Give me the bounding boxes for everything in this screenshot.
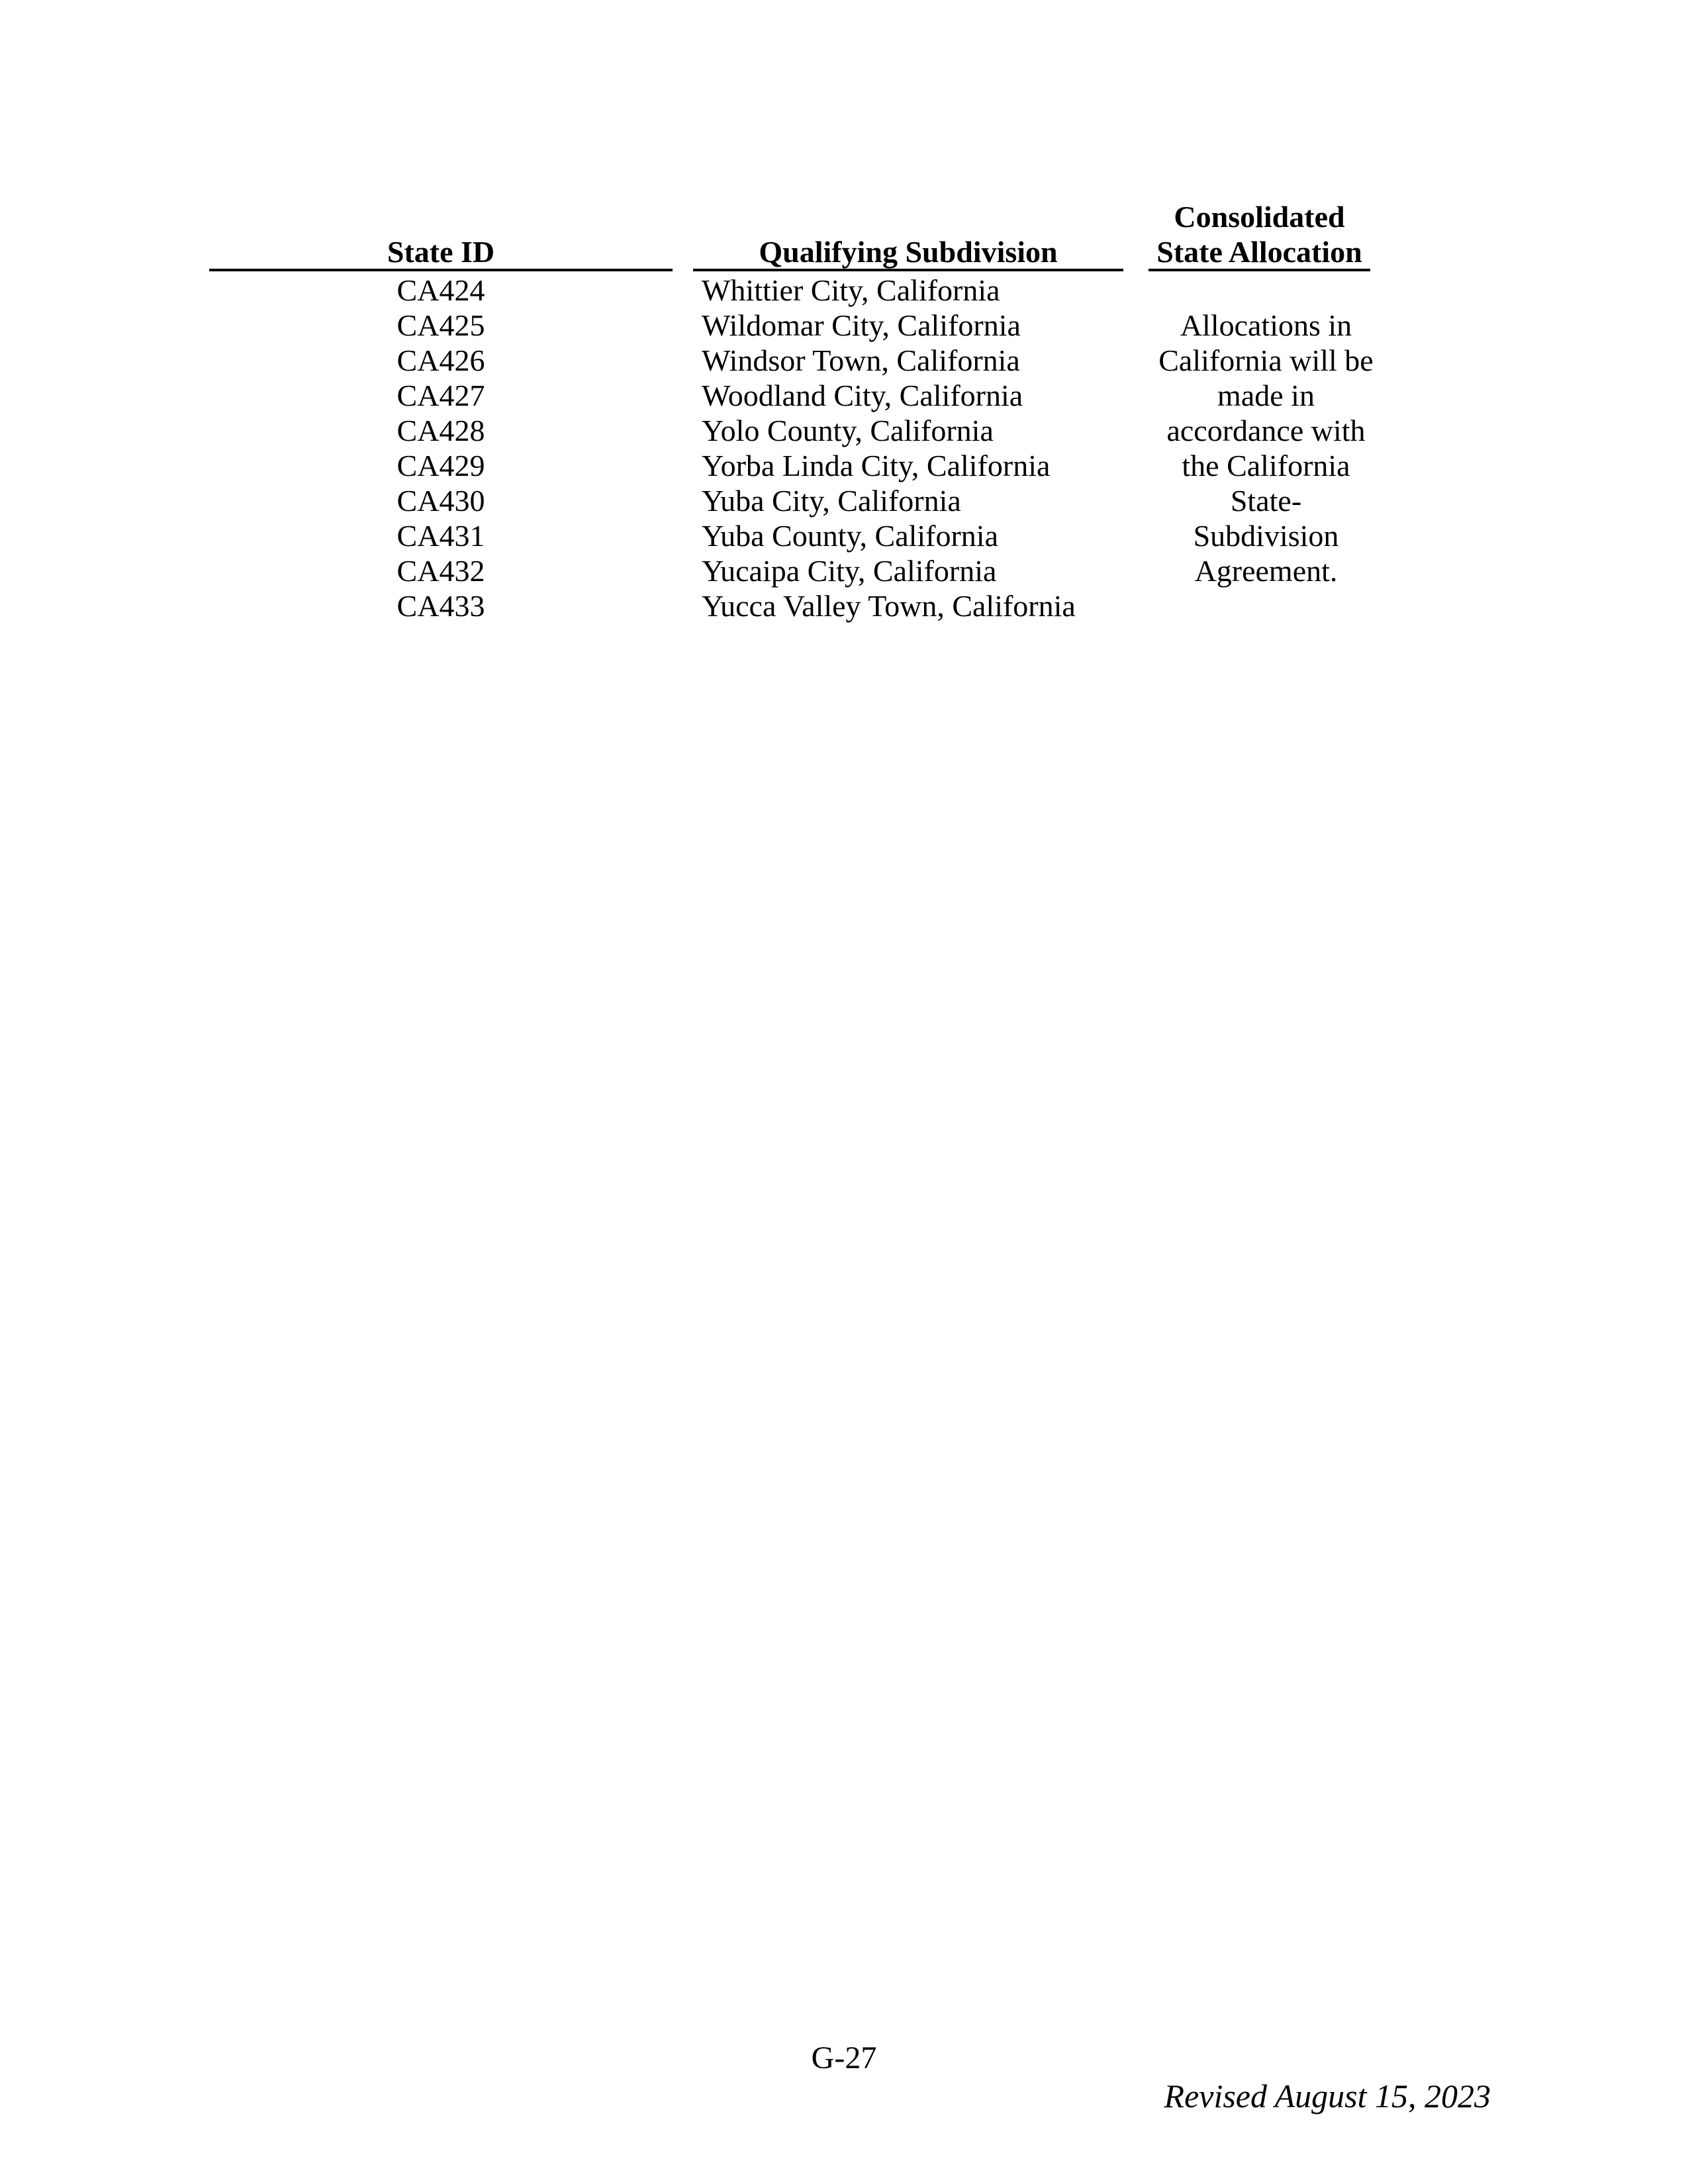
subdivision-cell: Yolo County, California: [702, 414, 994, 447]
subdivision-cell: Yuba County, California: [702, 519, 999, 553]
allocation-note-line: the California: [1182, 449, 1350, 482]
subdivision-cell: Yuba City, California: [702, 484, 961, 518]
subdivision-cell: Woodland City, California: [702, 379, 1023, 412]
allocation-note-line: Subdivision: [1193, 519, 1339, 553]
subdivision-cell: Yorba Linda City, California: [702, 449, 1051, 482]
allocation-note-line: made in: [1217, 379, 1315, 412]
state-id-cell: CA431: [397, 519, 485, 553]
header-allocation-line1: Consolidated: [1174, 200, 1345, 234]
allocation-note-line: State-: [1230, 484, 1302, 518]
state-id-cell: CA427: [397, 379, 485, 412]
header-state-id: State ID: [387, 235, 495, 269]
state-id-cell: CA432: [397, 554, 485, 588]
state-id-cell: CA429: [397, 449, 485, 482]
header-rule-state-id: [209, 269, 673, 271]
subdivision-cell: Yucaipa City, California: [702, 554, 997, 588]
allocation-note-line: accordance with: [1166, 414, 1366, 447]
header-allocation-line2: State Allocation: [1156, 235, 1362, 269]
revision-date: Revised August 15, 2023: [1164, 2077, 1491, 2115]
allocation-note: [1152, 308, 1380, 588]
subdivision-cell: Wildomar City, California: [702, 308, 1021, 342]
allocation-note-line: Allocations in: [1180, 308, 1352, 342]
header-rule-subdivision: [693, 269, 1123, 271]
state-id-cell: CA433: [397, 589, 485, 623]
page-number: G-27: [811, 2040, 877, 2075]
subdivision-cell: Yucca Valley Town, California: [702, 589, 1076, 623]
subdivision-cell: Whittier City, California: [702, 273, 1000, 307]
state-id-cell: CA430: [397, 484, 485, 518]
header-qualifying-subdivision: Qualifying Subdivision: [759, 235, 1058, 269]
state-id-cell: CA426: [397, 343, 485, 377]
header-rule-allocation: [1149, 269, 1370, 271]
state-id-cell: CA428: [397, 414, 485, 447]
state-id-cell: CA424: [397, 273, 485, 307]
state-id-cell: CA425: [397, 308, 485, 342]
header-consolidated-allocation: [1149, 199, 1370, 269]
allocation-note-line: Agreement.: [1194, 554, 1338, 588]
allocation-note-line: California will be: [1158, 343, 1374, 377]
subdivision-cell: Windsor Town, California: [702, 343, 1020, 377]
